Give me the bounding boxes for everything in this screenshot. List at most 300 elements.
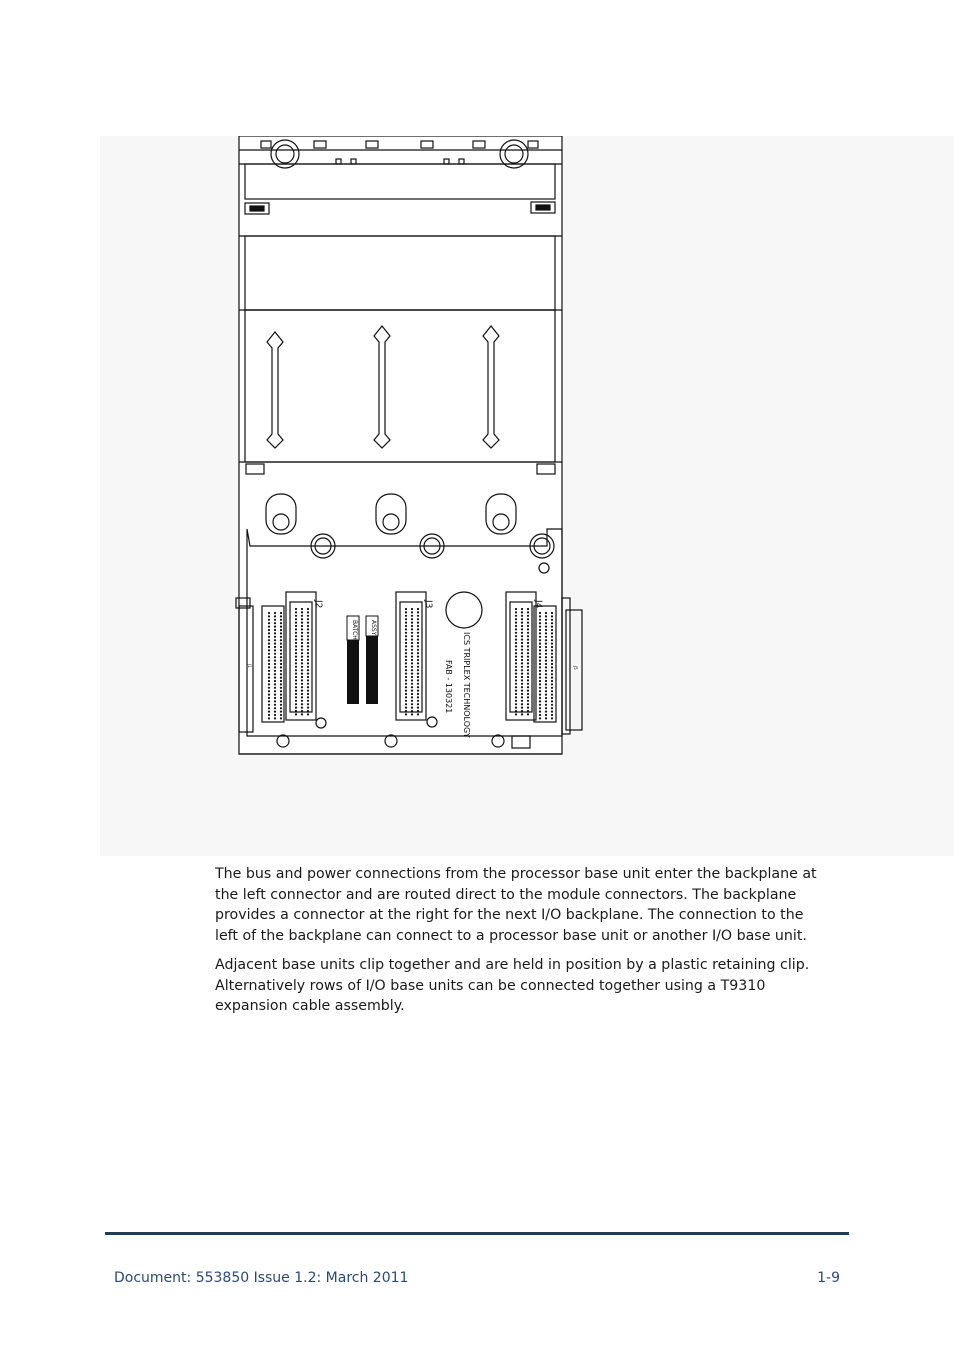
pin-dot [274, 687, 276, 689]
pin-dot [545, 660, 547, 662]
pin-dot [527, 686, 529, 688]
pin-dot [405, 656, 407, 658]
pin-dot [545, 643, 547, 645]
pin-dot [527, 683, 529, 685]
pin-dot [307, 696, 309, 698]
pin-dot [307, 679, 309, 681]
pin-dot [268, 704, 270, 706]
pin-dot [539, 653, 541, 655]
pin-dot [527, 690, 529, 692]
pin-dot [527, 639, 529, 641]
pin-dot [417, 676, 419, 678]
pin-dot [521, 666, 523, 668]
pin-dot [268, 639, 270, 641]
pin-dot [545, 697, 547, 699]
pin-dot [307, 693, 309, 695]
pin-dot [268, 666, 270, 668]
pin-dot [521, 659, 523, 661]
pin-dot [551, 646, 553, 648]
pin-dot [307, 642, 309, 644]
pin-dot [295, 625, 297, 627]
pin-dot [307, 683, 309, 685]
pin-dot [280, 711, 282, 713]
pin-dot [295, 649, 297, 651]
pin-dot [295, 645, 297, 647]
pin-dot [545, 714, 547, 716]
pin-dot [545, 629, 547, 631]
pin-dot [411, 683, 413, 685]
pin-dot [521, 669, 523, 671]
pin-dot [539, 687, 541, 689]
pin-dot [521, 642, 523, 644]
pin-dot [295, 700, 297, 702]
pin-dot [274, 711, 276, 713]
pin-dot [280, 687, 282, 689]
pin-dot [539, 694, 541, 696]
pin-dot [411, 707, 413, 709]
pin-dot [515, 669, 517, 671]
pin-dot [521, 679, 523, 681]
pin-dot [301, 632, 303, 634]
pin-dot [268, 649, 270, 651]
pin-dot [280, 677, 282, 679]
pin-dot [515, 635, 517, 637]
pin-dot [545, 653, 547, 655]
pin-dot [274, 653, 276, 655]
pin-dot [539, 707, 541, 709]
pin-dot [268, 626, 270, 628]
pin-dot [551, 690, 553, 692]
pin-dot [515, 659, 517, 661]
pin-dot [515, 700, 517, 702]
pin-dot [545, 649, 547, 651]
pin-dot [521, 686, 523, 688]
pin-dot [411, 628, 413, 630]
pin-dot [411, 666, 413, 668]
pin-dot [521, 693, 523, 695]
pin-dot [521, 713, 523, 715]
pin-dot [417, 669, 419, 671]
pin-dot [268, 656, 270, 658]
base-unit-drawing [100, 136, 954, 856]
pin-dot [295, 642, 297, 644]
pin-dot [274, 622, 276, 624]
pin-dot [527, 645, 529, 647]
pin-dot [521, 673, 523, 675]
pin-dot [411, 649, 413, 651]
pin-dot [268, 711, 270, 713]
pin-dot [405, 615, 407, 617]
pin-dot [307, 673, 309, 675]
pin-dot [515, 690, 517, 692]
pin-dot [551, 643, 553, 645]
pin-dot [545, 636, 547, 638]
pin-dot [307, 652, 309, 654]
pin-dot [268, 690, 270, 692]
pin-dot [551, 697, 553, 699]
pin-dot [539, 656, 541, 658]
pin-dot [301, 673, 303, 675]
pin-dot [545, 626, 547, 628]
pin-dot [268, 683, 270, 685]
pin-dot [417, 615, 419, 617]
pin-dot [295, 639, 297, 641]
pin-dot [301, 642, 303, 644]
pin-dot [539, 670, 541, 672]
pin-dot [405, 608, 407, 610]
pin-dot [551, 680, 553, 682]
pin-dot [417, 703, 419, 705]
pin-dot [280, 680, 282, 682]
pin-dot [521, 703, 523, 705]
pin-dot [521, 611, 523, 613]
pin-dot [521, 632, 523, 634]
pin-dot [280, 704, 282, 706]
pin-dot [295, 690, 297, 692]
pin-dot [301, 656, 303, 658]
pin-dot [545, 673, 547, 675]
pin-dot [551, 670, 553, 672]
pin-dot [515, 649, 517, 651]
pin-dot [405, 683, 407, 685]
pin-dot [274, 694, 276, 696]
pin-dot [280, 653, 282, 655]
pin-dot [268, 687, 270, 689]
pin-dot [307, 611, 309, 613]
pin-dot [411, 696, 413, 698]
pin-dot [417, 710, 419, 712]
pin-dot [307, 635, 309, 637]
pin-dot [268, 646, 270, 648]
pin-dot [301, 676, 303, 678]
pin-dot [417, 707, 419, 709]
pin-dot [307, 632, 309, 634]
pin-dot [515, 652, 517, 654]
pin-dot [521, 700, 523, 702]
pin-dot [280, 629, 282, 631]
pin-dot [307, 659, 309, 661]
pin-dot [405, 628, 407, 630]
pin-dot [417, 649, 419, 651]
pin-dot [545, 711, 547, 713]
pin-dot [515, 625, 517, 627]
pin-dot [405, 666, 407, 668]
pin-dot [274, 639, 276, 641]
pin-dot [307, 656, 309, 658]
assy-bar [366, 616, 378, 704]
pin-dot [405, 635, 407, 637]
pin-dot [515, 618, 517, 620]
pin-dot [551, 714, 553, 716]
pin-dot [527, 635, 529, 637]
pin-dot [307, 645, 309, 647]
pin-dot [295, 683, 297, 685]
pin-dot [268, 677, 270, 679]
pin-dot [539, 660, 541, 662]
pin-dot [545, 639, 547, 641]
pin-dot [405, 625, 407, 627]
pin-dot [515, 615, 517, 617]
pin-dot [515, 628, 517, 630]
pin-dot [539, 632, 541, 634]
pin-dot [405, 669, 407, 671]
pin-dot [521, 676, 523, 678]
pin-dot [411, 690, 413, 692]
pin-dot [274, 697, 276, 699]
pin-dot [405, 652, 407, 654]
pin-dot [268, 643, 270, 645]
pin-dot [274, 704, 276, 706]
pin-dot [405, 696, 407, 698]
pin-dot [274, 683, 276, 685]
pin-dot [417, 679, 419, 681]
pin-dot [295, 703, 297, 705]
pin-dot [545, 707, 547, 709]
pin-dot [521, 649, 523, 651]
pin-dot [527, 625, 529, 627]
pin-dot [405, 679, 407, 681]
pin-dot [301, 693, 303, 695]
pin-dot [268, 660, 270, 662]
pin-dot [405, 645, 407, 647]
pin-dot [301, 679, 303, 681]
pin-dot [411, 645, 413, 647]
pin-dot [539, 714, 541, 716]
pin-dot [551, 649, 553, 651]
pin-dot [545, 683, 547, 685]
pin-dot [268, 622, 270, 624]
pin-dot [295, 632, 297, 634]
pin-dot [405, 611, 407, 613]
pin-dot [268, 619, 270, 621]
pin-dot [280, 646, 282, 648]
pin-dot [274, 646, 276, 648]
pin-dot [301, 639, 303, 641]
pin-dot [515, 656, 517, 658]
pin-dot [545, 663, 547, 665]
pin-dot [411, 693, 413, 695]
pin-dot [405, 642, 407, 644]
pin-dot [545, 632, 547, 634]
pin-dot [515, 686, 517, 688]
pin-dot [539, 619, 541, 621]
pin-dot [268, 714, 270, 716]
pin-dot [551, 626, 553, 628]
pin-dot [295, 686, 297, 688]
pin-dot [301, 690, 303, 692]
pin-dot [405, 649, 407, 651]
pin-dot [268, 707, 270, 709]
batch-bar [347, 616, 359, 704]
pin-dot [551, 677, 553, 679]
pin-dot [301, 669, 303, 671]
pin-dot [295, 707, 297, 709]
pin-dot [551, 656, 553, 658]
pin-dot [274, 649, 276, 651]
pin-dot [521, 645, 523, 647]
pin-dot [295, 669, 297, 671]
pin-dot [539, 615, 541, 617]
pin-dot [411, 632, 413, 634]
pin-dot [295, 628, 297, 630]
pin-dot [515, 622, 517, 624]
figure-panel [100, 136, 954, 856]
pin-dot [405, 707, 407, 709]
pin-dot [295, 618, 297, 620]
pin-dot [295, 656, 297, 658]
pin-dot [274, 619, 276, 621]
pin-dot [307, 628, 309, 630]
pin-dot [280, 643, 282, 645]
pin-dot [411, 659, 413, 661]
pin-dot [405, 632, 407, 634]
pin-dot [539, 663, 541, 665]
pin-dot [274, 673, 276, 675]
pin-dot [417, 662, 419, 664]
pin-dot [411, 625, 413, 627]
pin-dot [527, 673, 529, 675]
pin-dot [527, 622, 529, 624]
pin-dot [521, 690, 523, 692]
pin-dot [417, 628, 419, 630]
pin-dot [274, 626, 276, 628]
pin-dot [295, 615, 297, 617]
pin-dot [411, 710, 413, 712]
pin-dot [417, 635, 419, 637]
pin-dot [268, 653, 270, 655]
pin-dot [545, 615, 547, 617]
pin-dot [301, 696, 303, 698]
pin-dot [551, 711, 553, 713]
pin-dot [539, 636, 541, 638]
pin-dot [545, 694, 547, 696]
pin-dot [527, 676, 529, 678]
pin-dot [268, 615, 270, 617]
pin-dot [515, 642, 517, 644]
pin-dot [268, 680, 270, 682]
j4-label: J4 [533, 600, 543, 609]
pin-dot [301, 635, 303, 637]
pin-dot [307, 676, 309, 678]
j2-label: J2 [313, 600, 323, 609]
pin-dot [411, 669, 413, 671]
pin-dot [551, 653, 553, 655]
pin-dot [527, 666, 529, 668]
pin-dot [417, 713, 419, 715]
pin-dot [417, 645, 419, 647]
pin-dot [417, 700, 419, 702]
pin-dot [280, 697, 282, 699]
pin-dot [515, 639, 517, 641]
assy-label: ASSY [370, 620, 377, 636]
pin-dot [280, 717, 282, 719]
pin-dot [527, 632, 529, 634]
pin-dot [280, 663, 282, 665]
pin-dot [545, 656, 547, 658]
pin-dot [301, 662, 303, 664]
pin-dot [521, 683, 523, 685]
pin-dot [411, 618, 413, 620]
pin-dot [551, 707, 553, 709]
pin-dot [411, 611, 413, 613]
pin-dot [307, 669, 309, 671]
pin-dot [274, 690, 276, 692]
pin-dot [274, 680, 276, 682]
pin-dot [515, 611, 517, 613]
pin-dot [405, 693, 407, 695]
pin-dot [521, 696, 523, 698]
pin-dot [515, 662, 517, 664]
pin-dot [301, 628, 303, 630]
pin-dot [545, 717, 547, 719]
pin-dot [301, 625, 303, 627]
pin-dot [411, 662, 413, 664]
pin-dot [405, 622, 407, 624]
pin-dot [417, 686, 419, 688]
pin-dot [551, 700, 553, 702]
pin-dot [545, 666, 547, 668]
pin-dot [521, 615, 523, 617]
pin-dot [411, 608, 413, 610]
pin-dot [417, 683, 419, 685]
pin-dot [551, 636, 553, 638]
pin-dot [405, 639, 407, 641]
pin-dot [527, 707, 529, 709]
pin-dot [307, 625, 309, 627]
pin-dot [417, 696, 419, 698]
pin-dot [539, 629, 541, 631]
pin-dot [280, 632, 282, 634]
pin-dot [405, 618, 407, 620]
pin-dot [411, 713, 413, 715]
pin-dot [545, 622, 547, 624]
pin-dot [280, 714, 282, 716]
pin-dot [515, 608, 517, 610]
pin-dot [539, 622, 541, 624]
pin-dot [405, 686, 407, 688]
pin-dot [527, 679, 529, 681]
pin-dot [539, 673, 541, 675]
pin-dot [411, 642, 413, 644]
pin-dot [527, 656, 529, 658]
pin-dot [301, 611, 303, 613]
pin-dot [411, 656, 413, 658]
pin-dot [527, 700, 529, 702]
pin-dot [551, 660, 553, 662]
pin-dot [417, 608, 419, 610]
pin-dot [539, 697, 541, 699]
pin-dot [295, 622, 297, 624]
pin-dot [301, 700, 303, 702]
pin-dot [405, 700, 407, 702]
pin-dot [551, 683, 553, 685]
body-paragraph: The bus and power connections from the processor base unit enter the backplane at the left connector and are routed direct to the module connectors. The backplane provides a connector at the right for the next I/O backplane. The connection to the left of the backplane can connect to a processor base unit or another I/O base unit. [215, 866, 817, 944]
pin-dot [521, 652, 523, 654]
pin-dot [539, 683, 541, 685]
pin-dot [411, 639, 413, 641]
pin-dot [545, 680, 547, 682]
pin-dot [515, 673, 517, 675]
pin-dot [268, 612, 270, 614]
pin-dot [551, 619, 553, 621]
fab-label: FAB - 130321 [444, 660, 453, 714]
pin-dot [274, 615, 276, 617]
pin-dot [268, 717, 270, 719]
footer-document-ref: Document: 553850 Issue 1.2: March 2011 [114, 1270, 409, 1286]
pin-dot [301, 713, 303, 715]
pin-dot [527, 696, 529, 698]
pin-dot [527, 662, 529, 664]
